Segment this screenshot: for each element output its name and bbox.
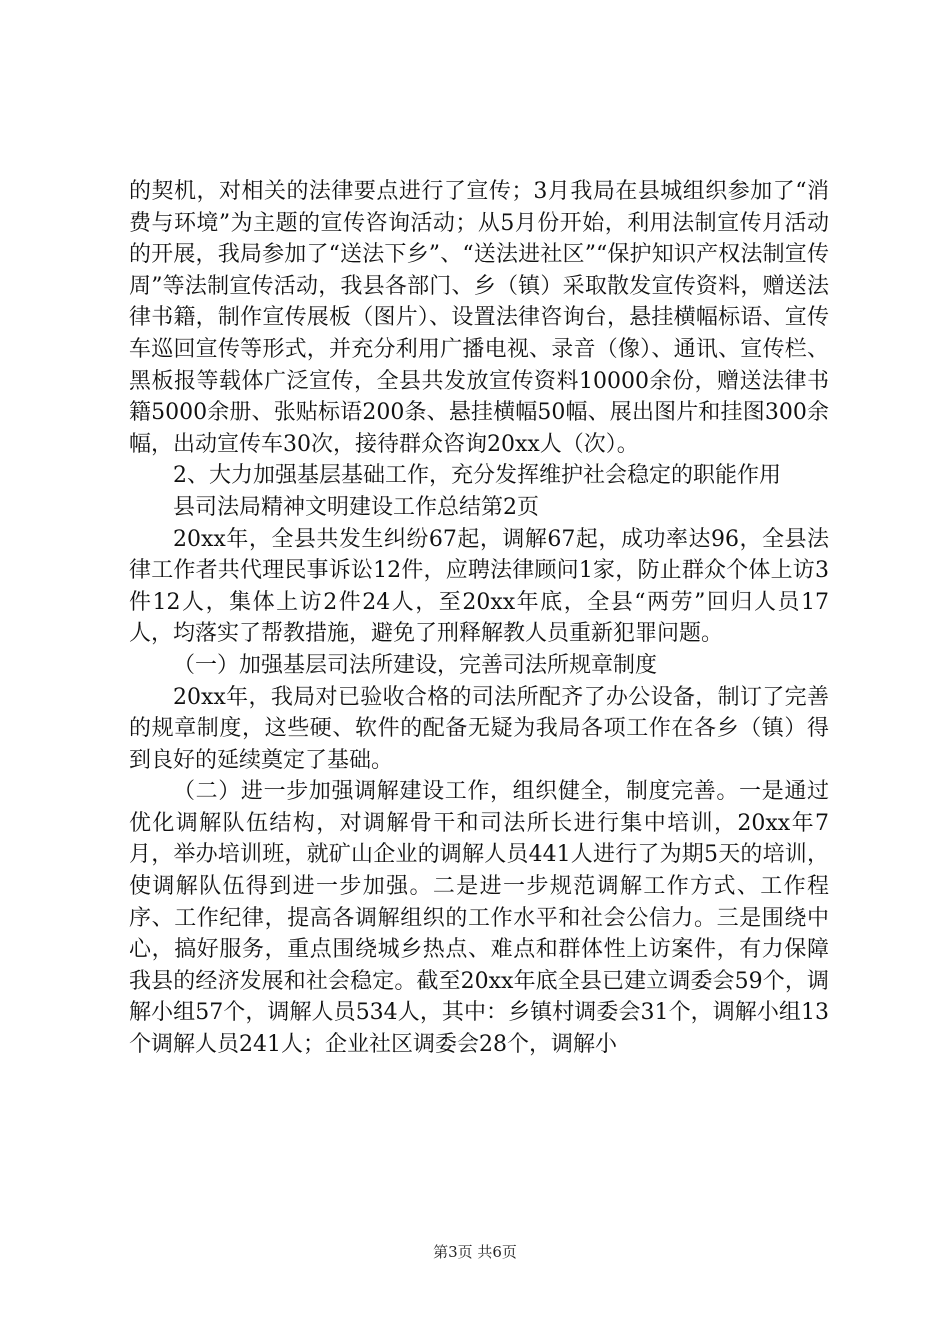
paragraph-mediation-work: （二）进一步加强调解建设工作，组织健全，制度完善。一是通过优化调解队伍结构，对调解骨干和司法所长进行集中培训，20xx年7月，举办培训班，就矿山企业的调解人员441人进行了为期5天的培训，使调解队伍得到进一步加强。二是进一步规范调解工作方式、工作程序、工作纪律，提高各调解组织的工作水平和社会公信力。三是围绕中心，搞好服务，重点围绕城乡热点、难点和群体性上访案件，有力保障我县的经济发展和社会稳定。截至20xx年底全县已建立调委会59个，调解小组57个，调解人员534人，其中：乡镇村调委会31个，调解小组13个调解人员241人；企业社区调委会28个，调解小 bbox=[129, 779, 829, 1058]
paragraph-dispute-statistics: 20xx年，全县共发生纠纷67起，调解67起，成功率达96，全县法律工作者共代理民事诉讼12件，应聘法律顾问1家，防止群众个体上访3件12人，集体上访2件24人，至20xx年底，全县“两劳”回归人员17人，均落实了帮教措施，避免了刑释解教人员重新犯罪问题。 bbox=[129, 526, 829, 647]
section-heading-grassroots-work: 2、大力加强基层基础工作，充分发挥维护社会稳定的职能作用 bbox=[173, 463, 781, 489]
page-reference-line: 县司法局精神文明建设工作总结第2页 bbox=[173, 494, 539, 520]
subheading-judicial-office: （一）加强基层司法所建设，完善司法所规章制度 bbox=[173, 652, 658, 678]
paragraph-publicity-activities: 的契机，对相关的法律要点进行了宣传；3月我局在县城组织参加了“消费与环境”为主题的宣传咨询活动；从5月份开始，利用法制宣传月活动的开展，我局参加了“送法下乡”、“送法进社区”“保护知识产权法制宣传周”等法制宣传活动，我县各部门、乡（镇）采取散发宣传资料，赠送法律书籍，制作宣传展板（图片）、设置法律咨询台，悬挂横幅标语、宣传车巡回宣传等形式，并充分利用广播电视、录音（像）、通讯、宣传栏、黑板报等载体广泛宣传，全县共发放宣传资料10000余份，赠送法律书籍5000余册、张贴标语200条、悬挂横幅50幅、展出图片和挂图300余幅，出动宣传车30次，接待群众咨询20xx人（次）。 bbox=[129, 179, 829, 457]
paragraph-office-equipment: 20xx年，我局对已验收合格的司法所配齐了办公设备，制订了完善的规章制度，这些硬、软件的配备无疑为我局各项工作在各乡（镇）得到良好的延续奠定了基础。 bbox=[129, 684, 829, 773]
page-footer: 第3页 共6页 bbox=[433, 1243, 517, 1261]
document-body bbox=[129, 176, 829, 1061]
